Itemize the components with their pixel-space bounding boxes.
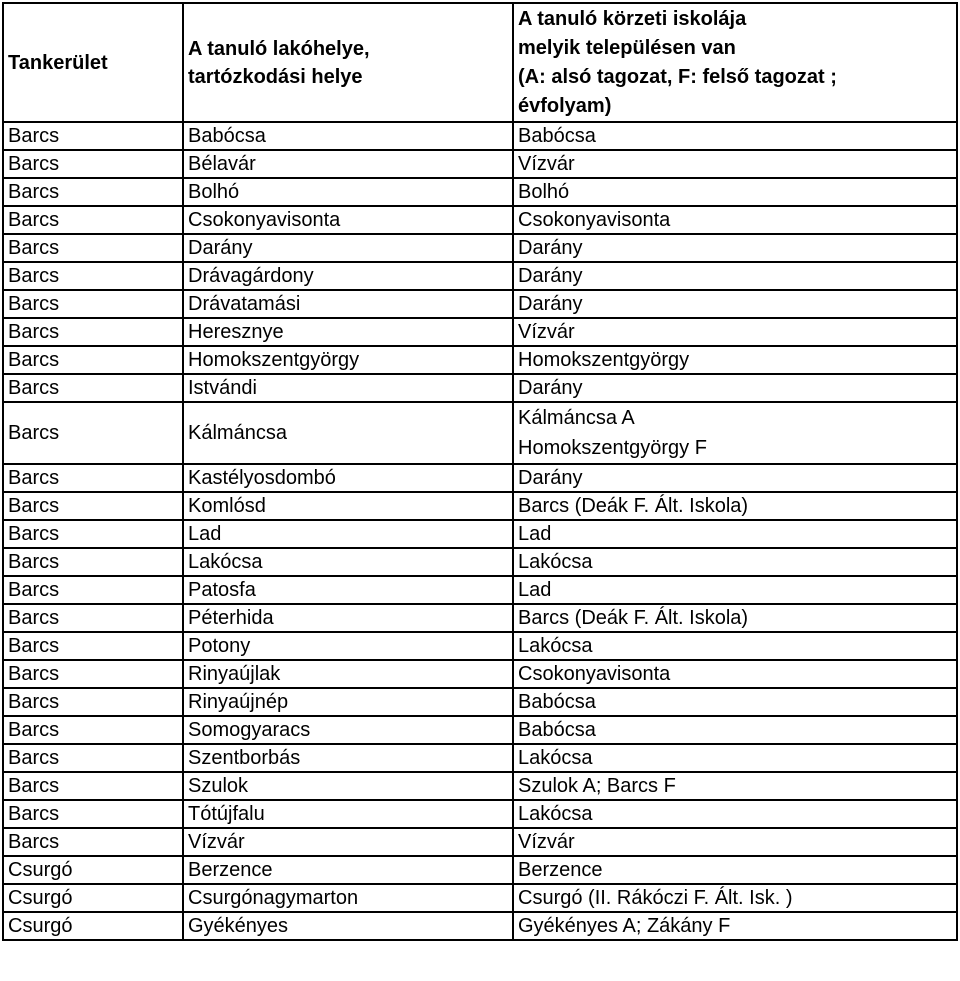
district-cell: Barcs	[3, 576, 183, 604]
table-row	[3, 716, 957, 744]
district-cell: Barcs	[3, 548, 183, 576]
school-cell-line: Csokonyavisonta	[518, 663, 671, 685]
residence-cell: Tótújfalu	[183, 800, 513, 828]
district-cell: Barcs	[3, 374, 183, 402]
table-row	[3, 492, 957, 520]
district-cell: Barcs	[3, 178, 183, 206]
school-cell-line: Babócsa	[518, 125, 596, 147]
school-cell	[513, 290, 957, 318]
residence-cell: Drávagárdony	[183, 262, 513, 290]
residence-cell: Rinyaújlak	[183, 660, 513, 688]
school-cell	[513, 318, 957, 346]
school-cell	[513, 346, 957, 374]
table-row	[3, 346, 957, 374]
residence-cell: Berzence	[183, 856, 513, 884]
residence-cell: Szentborbás	[183, 744, 513, 772]
table-row	[3, 660, 957, 688]
residence-cell: Kálmáncsa	[183, 402, 513, 464]
table-row	[3, 856, 957, 884]
school-cell	[513, 492, 957, 520]
table-row	[3, 744, 957, 772]
school-cell-line: Lad	[518, 579, 552, 601]
school-cell-line: Csokonyavisonta	[518, 209, 671, 231]
school-cell	[513, 744, 957, 772]
school-cell	[513, 604, 957, 632]
residence-cell: Lad	[183, 520, 513, 548]
school-cell	[513, 912, 957, 940]
district-cell: Barcs	[3, 346, 183, 374]
residence-cell: Lakócsa	[183, 548, 513, 576]
residence-cell: Somogyaracs	[183, 716, 513, 744]
residence-cell: Babócsa	[183, 122, 513, 150]
residence-cell: Kastélyosdombó	[183, 464, 513, 492]
school-cell	[513, 688, 957, 716]
residence-cell: Csokonyavisonta	[183, 206, 513, 234]
school-cell	[513, 122, 957, 150]
residence-cell: Bélavár	[183, 150, 513, 178]
district-cell: Barcs	[3, 772, 183, 800]
district-cell: Barcs	[3, 122, 183, 150]
residence-cell: Gyékényes	[183, 912, 513, 940]
district-cell: Barcs	[3, 234, 183, 262]
school-cell-line: Csurgó (II. Rákóczi F. Ált. Isk. )	[518, 887, 793, 909]
school-cell-line: Szulok A; Barcs F	[518, 775, 676, 797]
district-cell: Barcs	[3, 290, 183, 318]
school-cell	[513, 884, 957, 912]
district-cell: Barcs	[3, 660, 183, 688]
school-cell-line: Babócsa	[518, 691, 596, 713]
school-cell	[513, 234, 957, 262]
school-cell	[513, 150, 957, 178]
table-row	[3, 800, 957, 828]
school-cell	[513, 464, 957, 492]
school-district-table	[2, 2, 958, 941]
residence-cell: Bolhó	[183, 178, 513, 206]
table-row	[3, 374, 957, 402]
school-cell-line: Vízvár	[518, 153, 575, 175]
header-school-line: melyik településen van	[518, 37, 736, 59]
header-residence	[183, 3, 513, 122]
header-row	[3, 3, 957, 122]
school-cell	[513, 716, 957, 744]
school-cell-line: Lakócsa	[518, 635, 593, 657]
table-row	[3, 402, 957, 464]
school-cell-line: Barcs (Deák F. Ált. Iskola)	[518, 607, 749, 629]
header-school	[513, 3, 957, 122]
district-cell: Barcs	[3, 402, 183, 464]
district-cell: Barcs	[3, 318, 183, 346]
district-cell: Barcs	[3, 520, 183, 548]
school-cell-line: Lakócsa	[518, 551, 593, 573]
district-cell: Barcs	[3, 744, 183, 772]
school-cell	[513, 520, 957, 548]
school-cell	[513, 374, 957, 402]
table-row	[3, 576, 957, 604]
school-cell-line: Darány	[518, 265, 583, 287]
school-cell	[513, 206, 957, 234]
header-school-line: (A: alsó tagozat, F: felső tagozat ;	[518, 66, 837, 88]
school-cell-line: Darány	[518, 293, 583, 315]
school-cell	[513, 772, 957, 800]
district-cell: Csurgó	[3, 884, 183, 912]
district-cell: Csurgó	[3, 912, 183, 940]
school-cell	[513, 800, 957, 828]
district-cell: Csurgó	[3, 856, 183, 884]
table-row	[3, 178, 957, 206]
district-cell: Barcs	[3, 604, 183, 632]
header-residence-line: A tanuló lakóhelye,	[188, 37, 370, 60]
header-school-line: A tanuló körzeti iskolája	[518, 8, 747, 30]
table-row	[3, 828, 957, 856]
district-cell: Barcs	[3, 206, 183, 234]
school-cell	[513, 632, 957, 660]
residence-cell: Rinyaújnép	[183, 688, 513, 716]
district-cell: Barcs	[3, 262, 183, 290]
school-cell	[513, 576, 957, 604]
residence-cell: Péterhida	[183, 604, 513, 632]
school-cell-line: Kálmáncsa A	[518, 407, 635, 429]
school-cell-line: Lakócsa	[518, 747, 593, 769]
school-cell-line: Darány	[518, 237, 583, 259]
table-row	[3, 290, 957, 318]
table-row	[3, 150, 957, 178]
table-row	[3, 632, 957, 660]
residence-cell: Darány	[183, 234, 513, 262]
residence-cell: Komlósd	[183, 492, 513, 520]
residence-cell: Homokszentgyörgy	[183, 346, 513, 374]
school-cell-line: Barcs (Deák F. Ált. Iskola)	[518, 495, 749, 517]
district-cell: Barcs	[3, 800, 183, 828]
table-row	[3, 318, 957, 346]
school-cell	[513, 402, 957, 464]
residence-cell: Heresznye	[183, 318, 513, 346]
residence-cell: Istvándi	[183, 374, 513, 402]
header-school-line: évfolyam)	[518, 95, 612, 117]
district-cell: Barcs	[3, 464, 183, 492]
residence-cell: Potony	[183, 632, 513, 660]
district-cell: Barcs	[3, 828, 183, 856]
residence-cell: Csurgónagymarton	[183, 884, 513, 912]
school-cell-line: Lad	[518, 523, 552, 545]
residence-cell: Vízvár	[183, 828, 513, 856]
table-row	[3, 122, 957, 150]
table-row	[3, 688, 957, 716]
school-cell-line: Darány	[518, 467, 583, 489]
district-cell: Barcs	[3, 688, 183, 716]
table-row	[3, 912, 957, 940]
school-cell	[513, 548, 957, 576]
school-cell	[513, 828, 957, 856]
residence-cell: Szulok	[183, 772, 513, 800]
table-row	[3, 464, 957, 492]
school-cell	[513, 178, 957, 206]
district-cell: Barcs	[3, 632, 183, 660]
school-cell-line: Bolhó	[518, 181, 570, 203]
school-cell-line: Vízvár	[518, 831, 575, 853]
district-cell: Barcs	[3, 150, 183, 178]
school-cell-line: Lakócsa	[518, 803, 593, 825]
school-cell-line: Darány	[518, 377, 583, 399]
school-cell	[513, 856, 957, 884]
school-cell-line: Babócsa	[518, 719, 596, 741]
residence-cell: Drávatamási	[183, 290, 513, 318]
school-cell-line: Gyékényes A; Zákány F	[518, 915, 731, 937]
school-cell-line: Homokszentgyörgy	[518, 349, 690, 371]
header-district: Tankerület	[3, 3, 183, 122]
table-row	[3, 262, 957, 290]
table-body	[3, 122, 957, 940]
table-row	[3, 772, 957, 800]
school-cell-line: Vízvár	[518, 321, 575, 343]
school-cell	[513, 660, 957, 688]
residence-cell: Patosfa	[183, 576, 513, 604]
district-cell: Barcs	[3, 716, 183, 744]
table-row	[3, 548, 957, 576]
table-row	[3, 604, 957, 632]
school-cell	[513, 262, 957, 290]
header-residence-line: tartózkodási helye	[188, 65, 363, 88]
school-cell-line: Homokszentgyörgy F	[518, 437, 707, 459]
district-cell: Barcs	[3, 492, 183, 520]
table-row	[3, 206, 957, 234]
school-cell-line: Berzence	[518, 859, 603, 881]
table-row	[3, 884, 957, 912]
table-row	[3, 520, 957, 548]
table-row	[3, 234, 957, 262]
